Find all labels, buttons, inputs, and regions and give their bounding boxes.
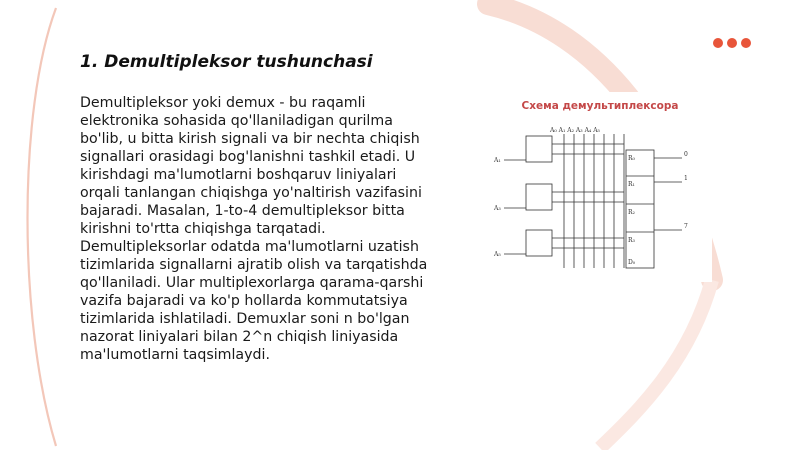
slide-title: 1. Demultipleksor tushunchasi	[80, 52, 373, 72]
svg-text:A₀ A₁ A₂ A₃ A₄ A₅: A₀ A₁ A₂ A₃ A₄ A₅	[550, 127, 600, 134]
svg-text:A₅: A₅	[494, 251, 501, 258]
svg-text:R₃: R₃	[628, 237, 635, 244]
svg-text:A₁: A₁	[494, 157, 501, 164]
svg-text:1: 1	[684, 175, 688, 182]
svg-text:D₀: D₀	[628, 259, 636, 266]
svg-text:0: 0	[684, 151, 688, 158]
svg-text:R₂: R₂	[628, 209, 635, 216]
dot-1	[713, 38, 723, 48]
svg-text:A₃: A₃	[494, 205, 501, 212]
dot-3	[741, 38, 751, 48]
svg-text:R₁: R₁	[628, 181, 635, 188]
svg-text:R₀: R₀	[628, 155, 635, 162]
demux-diagram-image	[482, 92, 712, 282]
dot-2	[727, 38, 737, 48]
demux-schematic	[482, 92, 712, 282]
slide-body-text: Demultipleksor yoki demux - bu raqamli elektronika sohasida qo'llaniladigan qurilma bo'lib, u bitta kirish signali va bir nechta chiqish signallari orasidagi bog'lanishni tashkil etadi. U kirishdagi ma'lumotlarni boshqaruv liniyalari orqali tanlangan chiqishga yo'naltirish vazifasini bajaradi. Masalan, 1-to-4 demultipleksor bitta kirishni to'rtta chiqishga tarqatadi. Demultipleksorlar odatda ma'lumotlarni uzatish tizimlarida signallarni ajratib olish va tarqatishda qo'llaniladi. Ular multiplexorlarga qarama-qarshi vazifa bajaradi va ko'p hollarda kommutatsiya tizimlarida ishlatiladi. Demuxlar soni n bo'lgan nazorat liniyalari bilan 2^n chiqish liniyasida ma'lumotlarni taqsimlaydi.	[80, 95, 428, 363]
svg-text:7: 7	[684, 223, 688, 230]
diagram-caption: Схема демультиплексора	[521, 100, 679, 112]
decorative-dots	[713, 38, 751, 48]
